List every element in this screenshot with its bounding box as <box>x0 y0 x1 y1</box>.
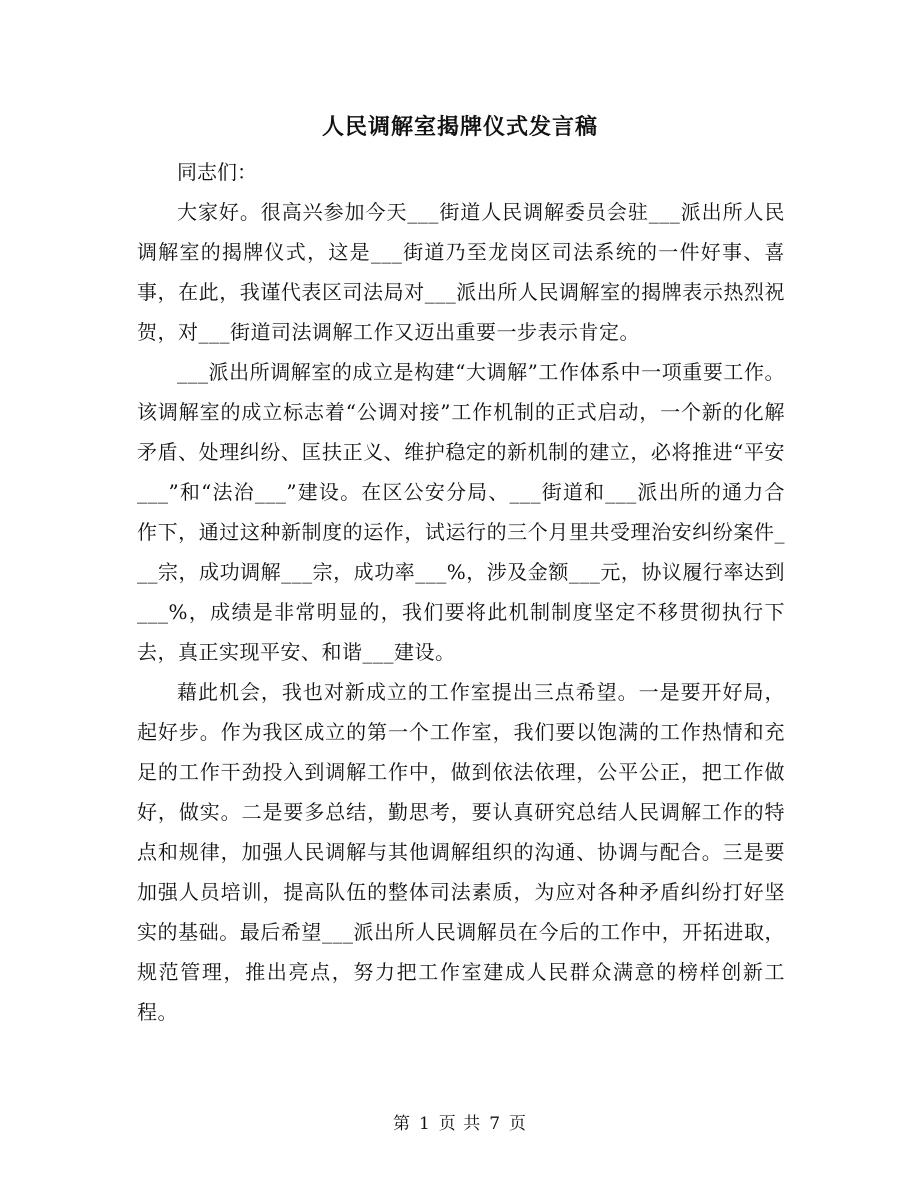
document-body <box>137 152 785 1032</box>
page-footer <box>0 1110 920 1138</box>
footer-page-number: 1 <box>418 1114 431 1134</box>
footer-middle: 页 共 <box>438 1114 482 1134</box>
paragraph-2: ___派出所调解室的成立是构建“大调解”工作体系中一项重要工作。该调解室的成立标志着“公调对接”工作机制的正式启动，一个新的化解矛盾、处理纠纷、匡扶正义、维护稳定的新机制的建立，必将推进“平安___”和“法治___”建设。在区公安分局、___街道和___派出所的通力合作下，通过这种新制度的运作，试运行的三个月里共受理治安纠纷案件___宗，成功调解___宗，成功率___%，涉及金额___元，协议履行率达到___%，成绩是非常明显的，我们要将此机制制度坚定不移贯彻执行下去，真正实现平安、和谐___建设。 <box>137 360 785 664</box>
document-title: 人民调解室揭牌仪式发言稿 <box>321 114 598 140</box>
paragraph-3: 藉此机会，我也对新成立的工作室提出三点希望。一是要开好局，起好步。作为我区成立的第一个工作室，我们要以饱满的工作热情和充足的工作干劲投入到调解工作中，做到依法依理，公平公正，把工作做好，做实。二是要多总结，勤思考，要认真研究总结人民调解工作的特点和规律，加强人民调解与其他调解组织的沟通、协调与配合。三是要加强人员培训，提高队伍的整体司法素质，为应对各种矛盾纠纷打好坚实的基础。最后希望___派出所人民调解员在今后的工作中，开拓进取，规范管理，推出亮点，努力把工作室建成人民群众满意的榜样创新工程。 <box>137 680 785 1024</box>
salutation: 同志们： <box>177 160 257 184</box>
footer-suffix: 页 <box>509 1114 528 1134</box>
footer-prefix: 第 <box>392 1114 411 1134</box>
footer-total-pages: 7 <box>489 1114 502 1134</box>
paragraph-1: 大家好。很高兴参加今天___街道人民调解委员会驻___派出所人民调解室的揭牌仪式，这是___街道乃至龙岗区司法系统的一件好事、喜事，在此，我谨代表区司法局对___派出所人民调解室的揭牌表示热烈祝贺，对___街道司法调解工作又迈出重要一步表示肯定。 <box>137 200 785 344</box>
